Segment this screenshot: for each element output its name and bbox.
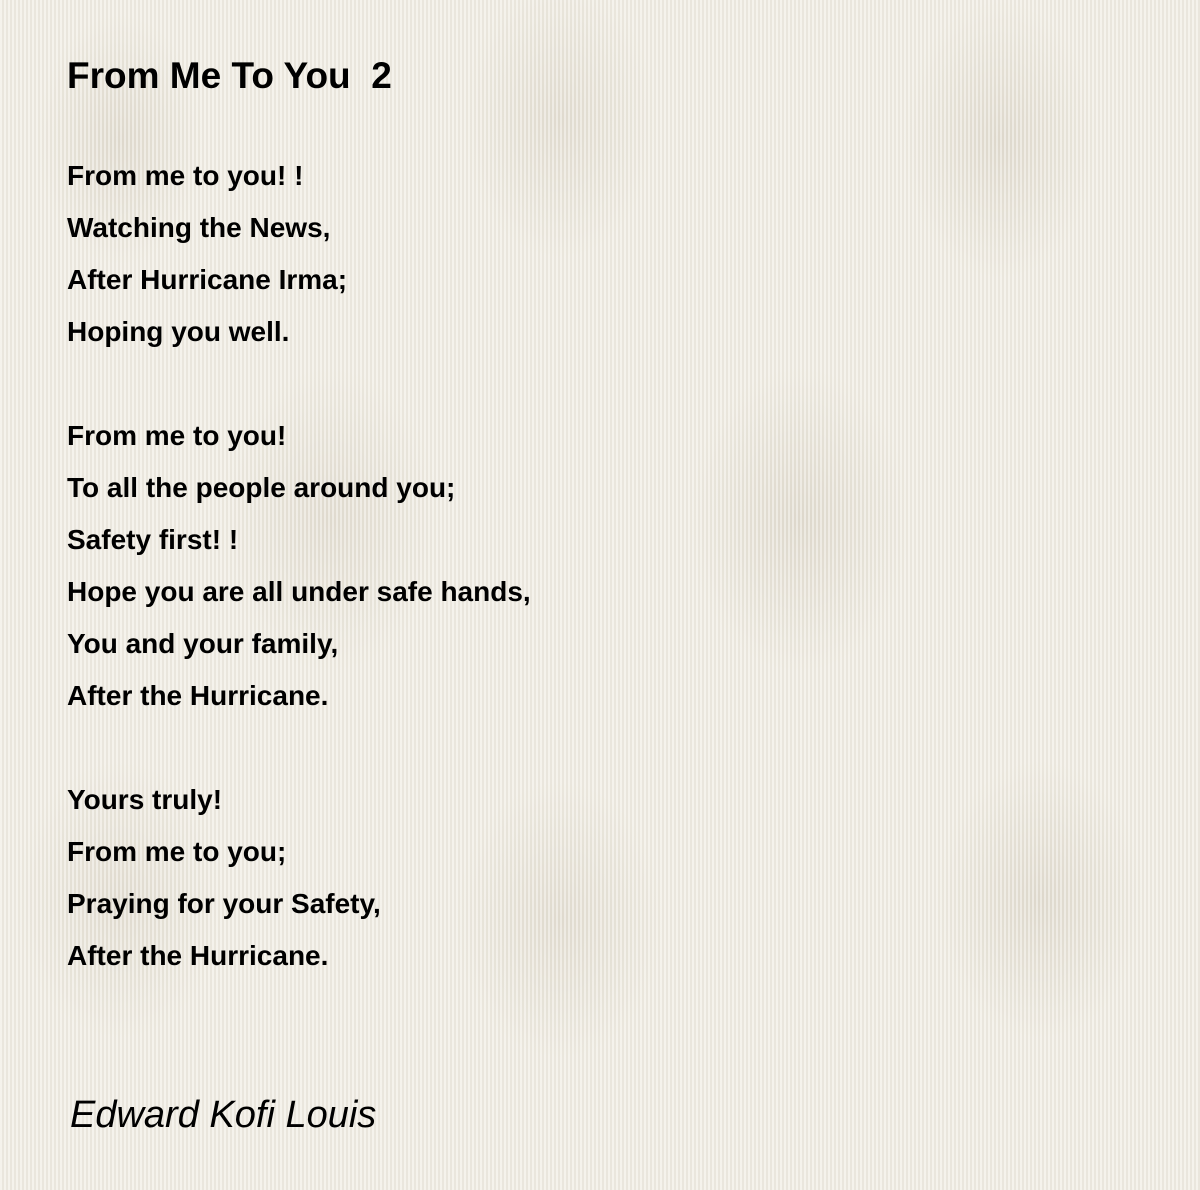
poem-body — [67, 150, 1167, 1034]
poem-author: Edward Kofi Louis — [70, 1094, 377, 1136]
poem-line: From me to you! ! — [67, 160, 304, 191]
poem-line: Hoping you well. — [67, 316, 290, 347]
stanza-2 — [67, 410, 1167, 722]
poem-line: To all the people around you; — [67, 472, 456, 503]
poem-line: Watching the News, — [67, 212, 331, 243]
stanza-3 — [67, 774, 1167, 982]
poem-line: You and your family, — [67, 628, 339, 659]
poem-line: Safety first! ! — [67, 524, 239, 555]
stanza-1 — [67, 150, 1167, 358]
poem-line: Praying for your Safety, — [67, 888, 381, 919]
poem-line: After the Hurricane. — [67, 940, 329, 971]
poem-line: From me to you! — [67, 420, 287, 451]
poem-line: After the Hurricane. — [67, 680, 329, 711]
poem-title: From Me To You 2 — [67, 55, 392, 96]
poem-line: Hope you are all under safe hands, — [67, 576, 531, 607]
poem-line: After Hurricane Irma; — [67, 264, 348, 295]
poem-line: From me to you; — [67, 836, 287, 867]
poem-line: Yours truly! — [67, 784, 223, 815]
